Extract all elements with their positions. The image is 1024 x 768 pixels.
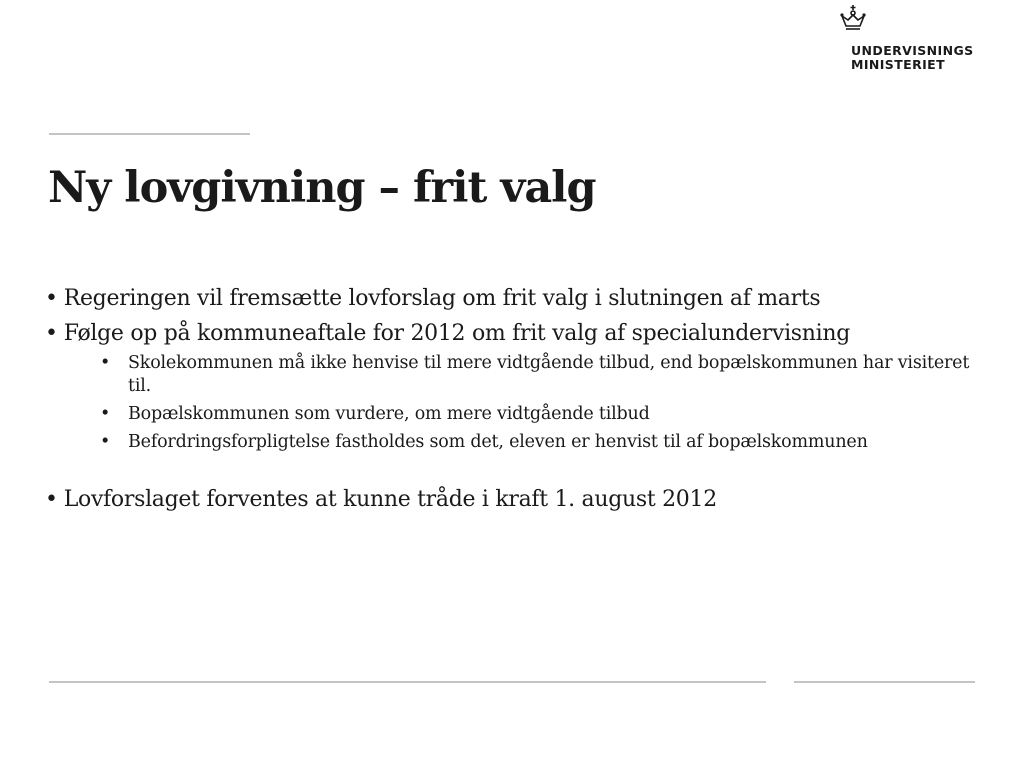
bullet-3 bbox=[45, 485, 985, 514]
slide-title: Ny lovgivning – frit valg bbox=[48, 163, 596, 213]
bullet-marker: • bbox=[45, 487, 58, 512]
sub-bullet-marker: • bbox=[100, 432, 111, 452]
crown-icon bbox=[838, 4, 868, 34]
logo-line-2: MINISTERIET bbox=[851, 57, 946, 72]
sub-bullet-2-text: Bopælskommunen som vurdere, om mere vidtgående tilbud bbox=[128, 404, 650, 424]
ministry-logo bbox=[834, 4, 984, 72]
sub-bullet-marker: • bbox=[100, 404, 111, 424]
slide-body bbox=[45, 284, 985, 514]
bullet-marker: • bbox=[45, 286, 58, 311]
bullet-1 bbox=[45, 284, 985, 313]
sub-bullet-1 bbox=[100, 352, 985, 398]
footer-divider-right bbox=[794, 681, 975, 683]
logo-line-1: UNDERVISNINGS bbox=[851, 43, 974, 58]
bullet-marker: • bbox=[45, 321, 58, 346]
footer-divider-left bbox=[49, 681, 766, 683]
sub-bullet-1-text: Skolekommunen må ikke henvise til mere vidtgående tilbud, end bopælskommunen har visiteret til. bbox=[128, 353, 970, 396]
bullet-1-text: Regeringen vil fremsætte lovforslag om frit valg i slutningen af marts bbox=[63, 286, 821, 311]
bullet-2-text: Følge op på kommuneaftale for 2012 om frit valg af specialundervisning bbox=[63, 321, 851, 346]
top-divider bbox=[49, 133, 250, 135]
bullet-3-text: Lovforslaget forventes at kunne tråde i kraft 1. august 2012 bbox=[63, 487, 717, 512]
sub-bullet-3 bbox=[100, 431, 985, 454]
sub-bullet-list bbox=[45, 352, 985, 454]
sub-bullet-marker: • bbox=[100, 353, 111, 373]
sub-bullet-3-text: Befordringsforpligtelse fastholdes som det, eleven er henvist til af bopælskommunen bbox=[128, 432, 868, 452]
logo-wordmark bbox=[851, 44, 974, 72]
bullet-2 bbox=[45, 319, 985, 348]
sub-bullet-2 bbox=[100, 403, 985, 426]
